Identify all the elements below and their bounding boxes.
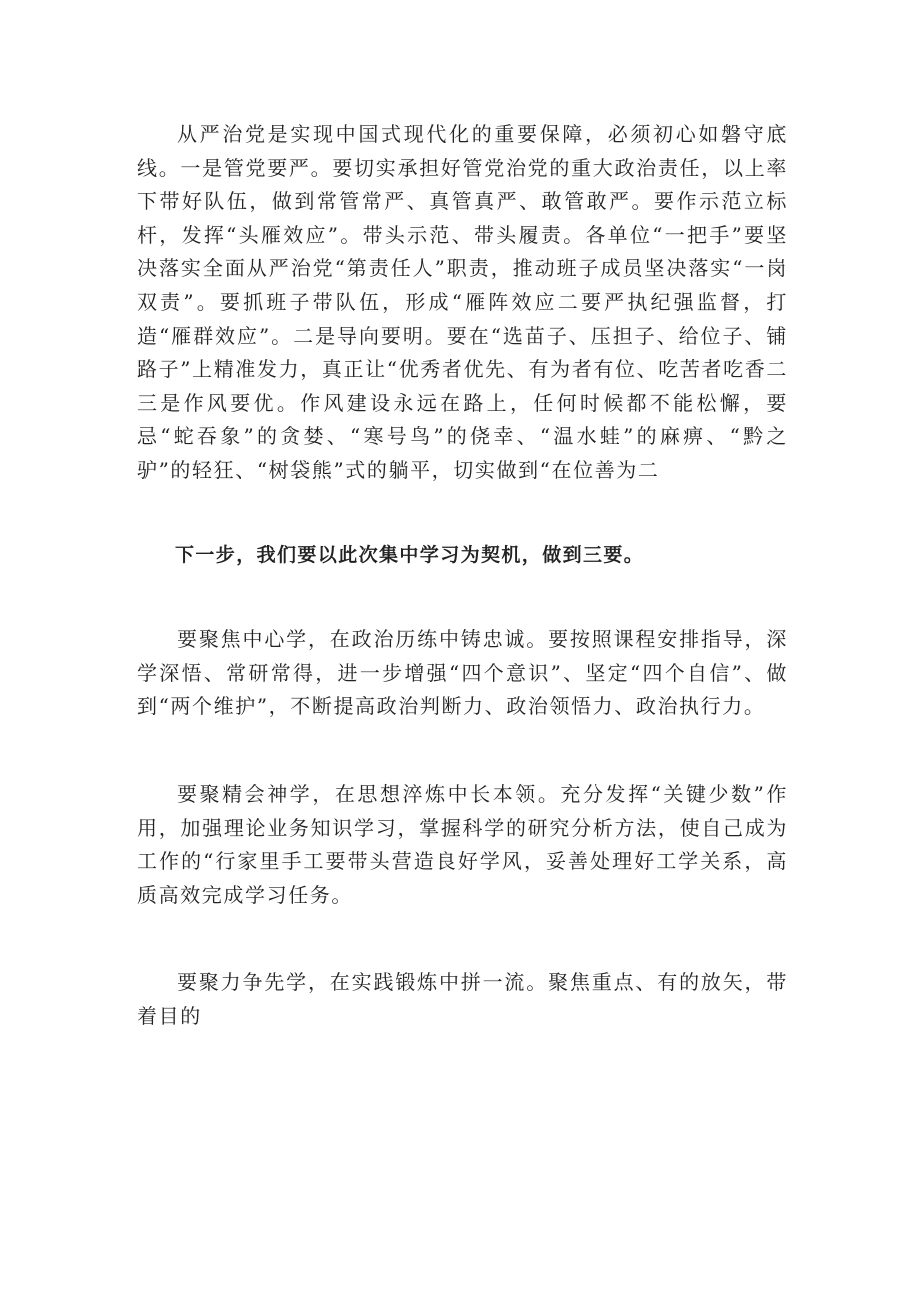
paragraph-focus-center: 要聚焦中心学，在政治历练中铸忠诚。要按照课程安排指导，深学深悟、常研常得，进一步增强“四个意识”、坚定“四个自信”、做到“两个维护”，不断提高政治判断力、政治领悟力、政治执行力。 xyxy=(137,627,788,719)
paragraph-strict-party-governance: 从严治党是实现中国式现代化的重要保障，必须初心如磐守底线。一是管党要严。要切实承担好管党治党的重大政治责任，以上率下带好队伍，做到常管常严、真管真严、敢管敢严。要作示范立标杆，发挥“头雁效应”。带头示范、带头履责。各单位“一把手”要坚决落实全面从严治党“第责任人”职责，推动班子成员坚决落实“一岗双责”。要抓班子带队伍，形成“雁阵效应二要严执纪强监督，打造“雁群效应”。二是导向要明。要在“选苗子、压担子、给位子、铺路子”上精准发力，真正让“优秀者优先、有为者有位、吃苦者吃香二三是作风要优。作风建设永远在路上，任何时候都不能松懈，要忌“蛇吞象”的贪婪、“寒号鸟”的侥幸、“温水蛙”的麻痹、“黔之驴”的轻狂、“树袋熊”式的躺平，切实做到“在位善为二 xyxy=(137,122,788,482)
section-heading: 下一步，我们要以此次集中学习为契机，做到三要。 xyxy=(175,543,645,566)
paragraph-focus-spirit: 要聚精会神学，在思想淬炼中长本领。充分发挥“关键少数”作用，加强理论业务知识学习，掌握科学的研究分析方法，使自己成为工作的“行家里手工要带头营造良好学风，妥善处理好工学关系，高质高效完成学习任务。 xyxy=(137,781,788,907)
document-body xyxy=(137,118,788,1033)
paragraph-strive-first: 要聚力争先学，在实践锻炼中拼一流。聚焦重点、有的放矢，带着目的 xyxy=(137,970,788,1028)
